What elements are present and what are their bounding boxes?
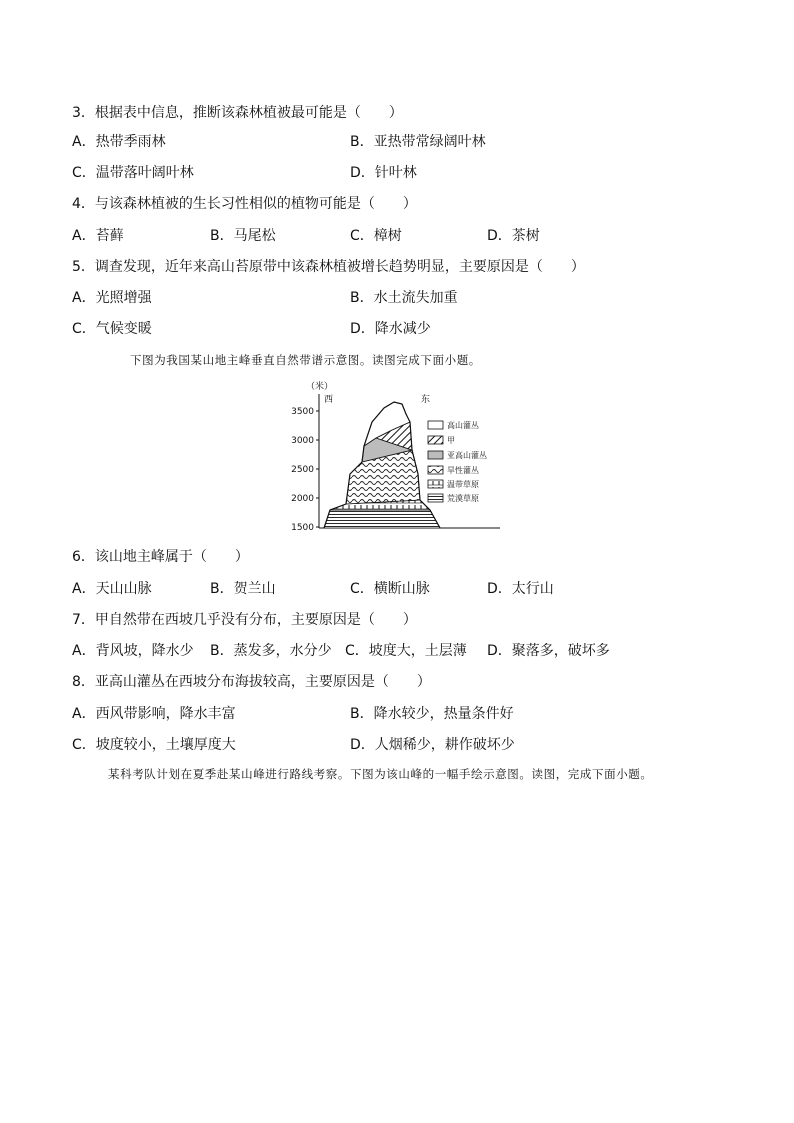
question-4-option-b[interactable]: B．马尾松 (210, 228, 276, 244)
legend-swatch-jia (428, 436, 443, 444)
legend-swatch-arid-shrub (428, 466, 443, 474)
tick-label-3000: 3000 (291, 436, 314, 446)
question-7-option-c[interactable]: C．坡度大，土层薄 (345, 643, 467, 659)
question-3-option-d[interactable]: D．针叶林 (350, 165, 417, 181)
question-3-option-c[interactable]: C．温带落叶阔叶林 (72, 165, 194, 181)
question-8-option-a[interactable]: A．西风带影响，降水丰富 (72, 706, 236, 722)
zone-arid-shrub (346, 450, 420, 504)
question-7-option-b[interactable]: B．蒸发多，水分少 (210, 643, 332, 659)
tick-label-3500: 3500 (291, 407, 314, 417)
tick-label-2500: 2500 (291, 465, 314, 475)
legend-label-temperate-steppe: 温带草原 (447, 480, 479, 489)
question-6-option-a[interactable]: A．天山山脉 (72, 581, 152, 597)
legend-label-jia: 甲 (447, 436, 455, 445)
question-3-option-a[interactable]: A．热带季雨林 (72, 134, 166, 150)
question-6-option-c[interactable]: C．横断山脉 (350, 581, 430, 597)
legend-swatch-temperate-steppe (428, 480, 443, 488)
question-6-option-d[interactable]: D．太行山 (487, 581, 554, 597)
question-7-option-a[interactable]: A．背风坡，降水少 (72, 643, 194, 659)
question-8-option-d[interactable]: D．人烟稀少，耕作破坏少 (350, 737, 515, 753)
question-7-stem: 7．甲自然带在西坡几乎没有分布，主要原因是（ ） (72, 612, 417, 628)
question-6-stem: 6．该山地主峰属于（ ） (72, 549, 249, 565)
question-4-option-a[interactable]: A．苔藓 (72, 228, 124, 244)
question-8-option-b[interactable]: B．降水较少，热量条件好 (350, 706, 514, 722)
question-5-option-a[interactable]: A．光照增强 (72, 290, 152, 306)
question-4-stem: 4．与该森林植被的生长习性相似的植物可能是（ ） (72, 196, 417, 212)
legend-label-desert-steppe: 荒漠草原 (447, 494, 479, 503)
legend-label-subalpine-shrub: 亚高山灌丛 (447, 451, 487, 460)
legend-swatch-alpine-shrub (428, 421, 443, 429)
y-axis-unit: （米） (306, 382, 334, 392)
question-7-option-d[interactable]: D．聚落多，破坏多 (487, 643, 610, 659)
question-5-option-d[interactable]: D．降水减少 (350, 321, 431, 337)
legend-swatch-subalpine-shrub (428, 451, 443, 459)
question-8-stem: 8．亚高山灌丛在西坡分布海拔较高，主要原因是（ ） (72, 674, 431, 690)
legend-label-alpine-shrub: 高山灌丛 (447, 421, 479, 430)
east-label: 东 (421, 395, 431, 405)
tick-label-2000: 2000 (291, 494, 314, 504)
question-3-stem: 3．根据表中信息，推断该森林植被最可能是（ ） (72, 105, 403, 121)
question-8-option-c[interactable]: C．坡度较小，土壤厚度大 (72, 737, 236, 753)
legend (428, 420, 487, 503)
question-3-option-b[interactable]: B．亚热带常绿阔叶林 (350, 134, 486, 150)
legend-label-arid-shrub: 旱性灌丛 (447, 466, 479, 475)
mountain-profile (324, 402, 440, 528)
legend-swatch-desert-steppe (428, 494, 443, 502)
question-4-option-c[interactable]: C．樟树 (350, 228, 402, 244)
question-6-option-b[interactable]: B．贺兰山 (210, 581, 276, 597)
next-figure-intro-text: 某科考队计划在夏季赴某山峰进行路线考察。下图为该山峰的一幅手绘示意图。读图，完成下面小题。 (108, 767, 653, 781)
west-label: 西 (324, 395, 334, 405)
question-5-option-b[interactable]: B．水土流失加重 (350, 290, 458, 306)
tick-label-1500: 1500 (291, 523, 314, 533)
question-5-option-c[interactable]: C．气候变暖 (72, 321, 152, 337)
question-5-stem: 5．调查发现，近年来高山苔原带中该森林植被增长趋势明显，主要原因是（ ） (72, 259, 585, 275)
vertical-zone-diagram (280, 378, 520, 538)
zone-desert-steppe (324, 510, 440, 528)
figure-intro-text: 下图为我国某山地主峰垂直自然带谱示意图。读图完成下面小题。 (130, 353, 481, 367)
question-4-option-d[interactable]: D．茶树 (487, 228, 540, 244)
